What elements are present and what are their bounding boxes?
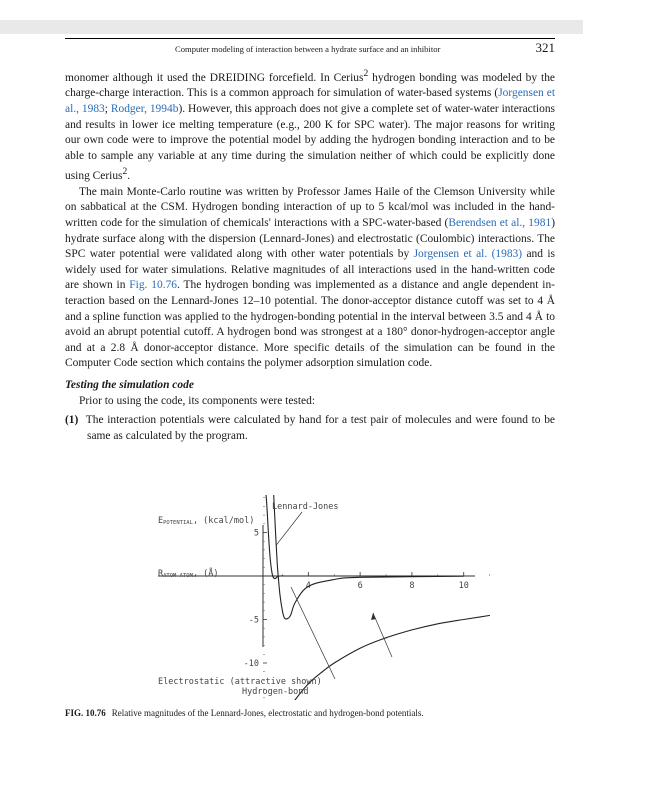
x-tick-label: 10: [458, 581, 469, 591]
list-text: The interaction potentials were calculated by hand for a test pair of molecules and were found to be same as calculated by the program.: [85, 414, 555, 442]
paragraph-1: [65, 66, 555, 185]
arrowhead: [371, 613, 376, 620]
superscript: 2: [363, 68, 369, 79]
text-run: . The hydrogen bonding was implemented as a distance and angle dependent interaction based on the Lennard-Jones 12–10 potential. The donor-acceptor distance cutoff was set to 4 Å and a spline function was applied to the hydrogen-bonding potential in the interval between 3.5 and 4 Å to avoid an abrupt potential cutoff. A hydrogen bond was strongest at a 180° donor-hydrogen-acceptor angle and at a 2.8 Å donor-acceptor distance. More specific details of the simulation can be found in the Computer Code section which contains the polymer adsorption simulation code.: [65, 279, 555, 370]
top-gray-bar: [0, 20, 583, 34]
text-run: ;: [104, 103, 111, 115]
text-run: hydrogen bonding was modeled by the charge-charge interaction. This is a common approach for simulation of water-based systems (: [65, 71, 555, 100]
citation-link[interactable]: Jorgensen et al. (1983): [413, 248, 523, 261]
electrostatic-pointer: [291, 587, 335, 679]
potential-chart: [130, 495, 490, 700]
text-run: ). However, this approach does not give a complete set of water-water interactions and results in lower ice melting temperature (e.g., 200 K for SPC water). The major reasons for writing our own code were to improve the potential model by adding the hydrogen bonding interaction and to be able to sample any variable at any time during the simulation neither of which could be explicitly done using Cerius: [65, 103, 555, 183]
electrostatic-label: Electrostatic (attractive shown): [158, 677, 322, 687]
citation-link[interactable]: Jorgensen et al., 1983: [65, 87, 555, 115]
y-tick-label: -10: [243, 659, 259, 669]
figure-link[interactable]: Fig. 10.76: [129, 279, 178, 292]
hydrogen-bond-pointer: [373, 613, 392, 657]
figure-10-76: [130, 495, 490, 700]
citation-link[interactable]: Rodger, 1994b: [110, 103, 179, 115]
text-run: The main Monte-Carlo routine was written by Professor James Haile of the Clemson University while on sabbatical at the CSM. Hydrogen bonding interaction of up to 5 kcal/mol was included in the hand-written code for the simulation of chemicals' interactions with a SPC-water-based (: [65, 185, 555, 229]
list-item: [65, 413, 555, 444]
y-axis-label: EPOTENTIAL, (kcal/mol): [158, 516, 255, 526]
list-number: (1): [65, 414, 79, 427]
page-header: [65, 38, 555, 55]
x-tick-label: 4: [305, 581, 311, 591]
hydrogen-bond-label: Hydrogen-bond: [242, 687, 309, 697]
paragraph-2: [65, 185, 555, 372]
body-text: [65, 66, 555, 444]
text-run: monomer although it used the DREIDING forcefield. In Cerius: [65, 71, 364, 84]
superscript: 2: [122, 166, 128, 178]
y-tick-label: -5: [248, 615, 259, 626]
chart-curves: [264, 495, 490, 700]
chart-axes: [158, 525, 475, 647]
electrostatic-curve: [282, 613, 490, 700]
lennard-jones-curve: [273, 495, 464, 619]
figure-caption: [65, 708, 424, 718]
paragraph-3: Prior to using the code, its components were tested:: [79, 394, 316, 407]
x-tick-label: 8: [409, 581, 415, 591]
caption-label: FIG. 10.76: [65, 708, 106, 718]
lennard-jones-pointer: [276, 512, 302, 546]
section-heading: Testing the simulation code: [65, 378, 194, 391]
text-run: and is widely used for water simulations. Relative magnitudes of all interactions used in the hand-written code are shown in: [65, 248, 555, 292]
x-tick-label: 6: [357, 581, 363, 591]
x-axis-label: RATOM–ATOM, (Å): [158, 569, 219, 579]
text-run: ) hydrate surface along with the dispersion (Lennard-Jones) and electrostatic (Coulombic) interactions. The SPC water potential were validated along with other water potentials by: [65, 216, 555, 261]
lennard-jones-label: Lennard-Jones: [272, 502, 339, 512]
y-tick-label: 5: [253, 528, 259, 539]
citation-link[interactable]: Berendsen et al., 1981: [448, 216, 552, 229]
caption-text: Relative magnitudes of the Lennard-Jones, electrostatic and hydrogen-bond potentials.: [111, 708, 424, 718]
running-title: Computer modeling of interaction between a hydrate surface and an inhibitor: [175, 44, 441, 54]
page-number: 321: [535, 40, 555, 55]
text-run: .: [127, 170, 131, 183]
